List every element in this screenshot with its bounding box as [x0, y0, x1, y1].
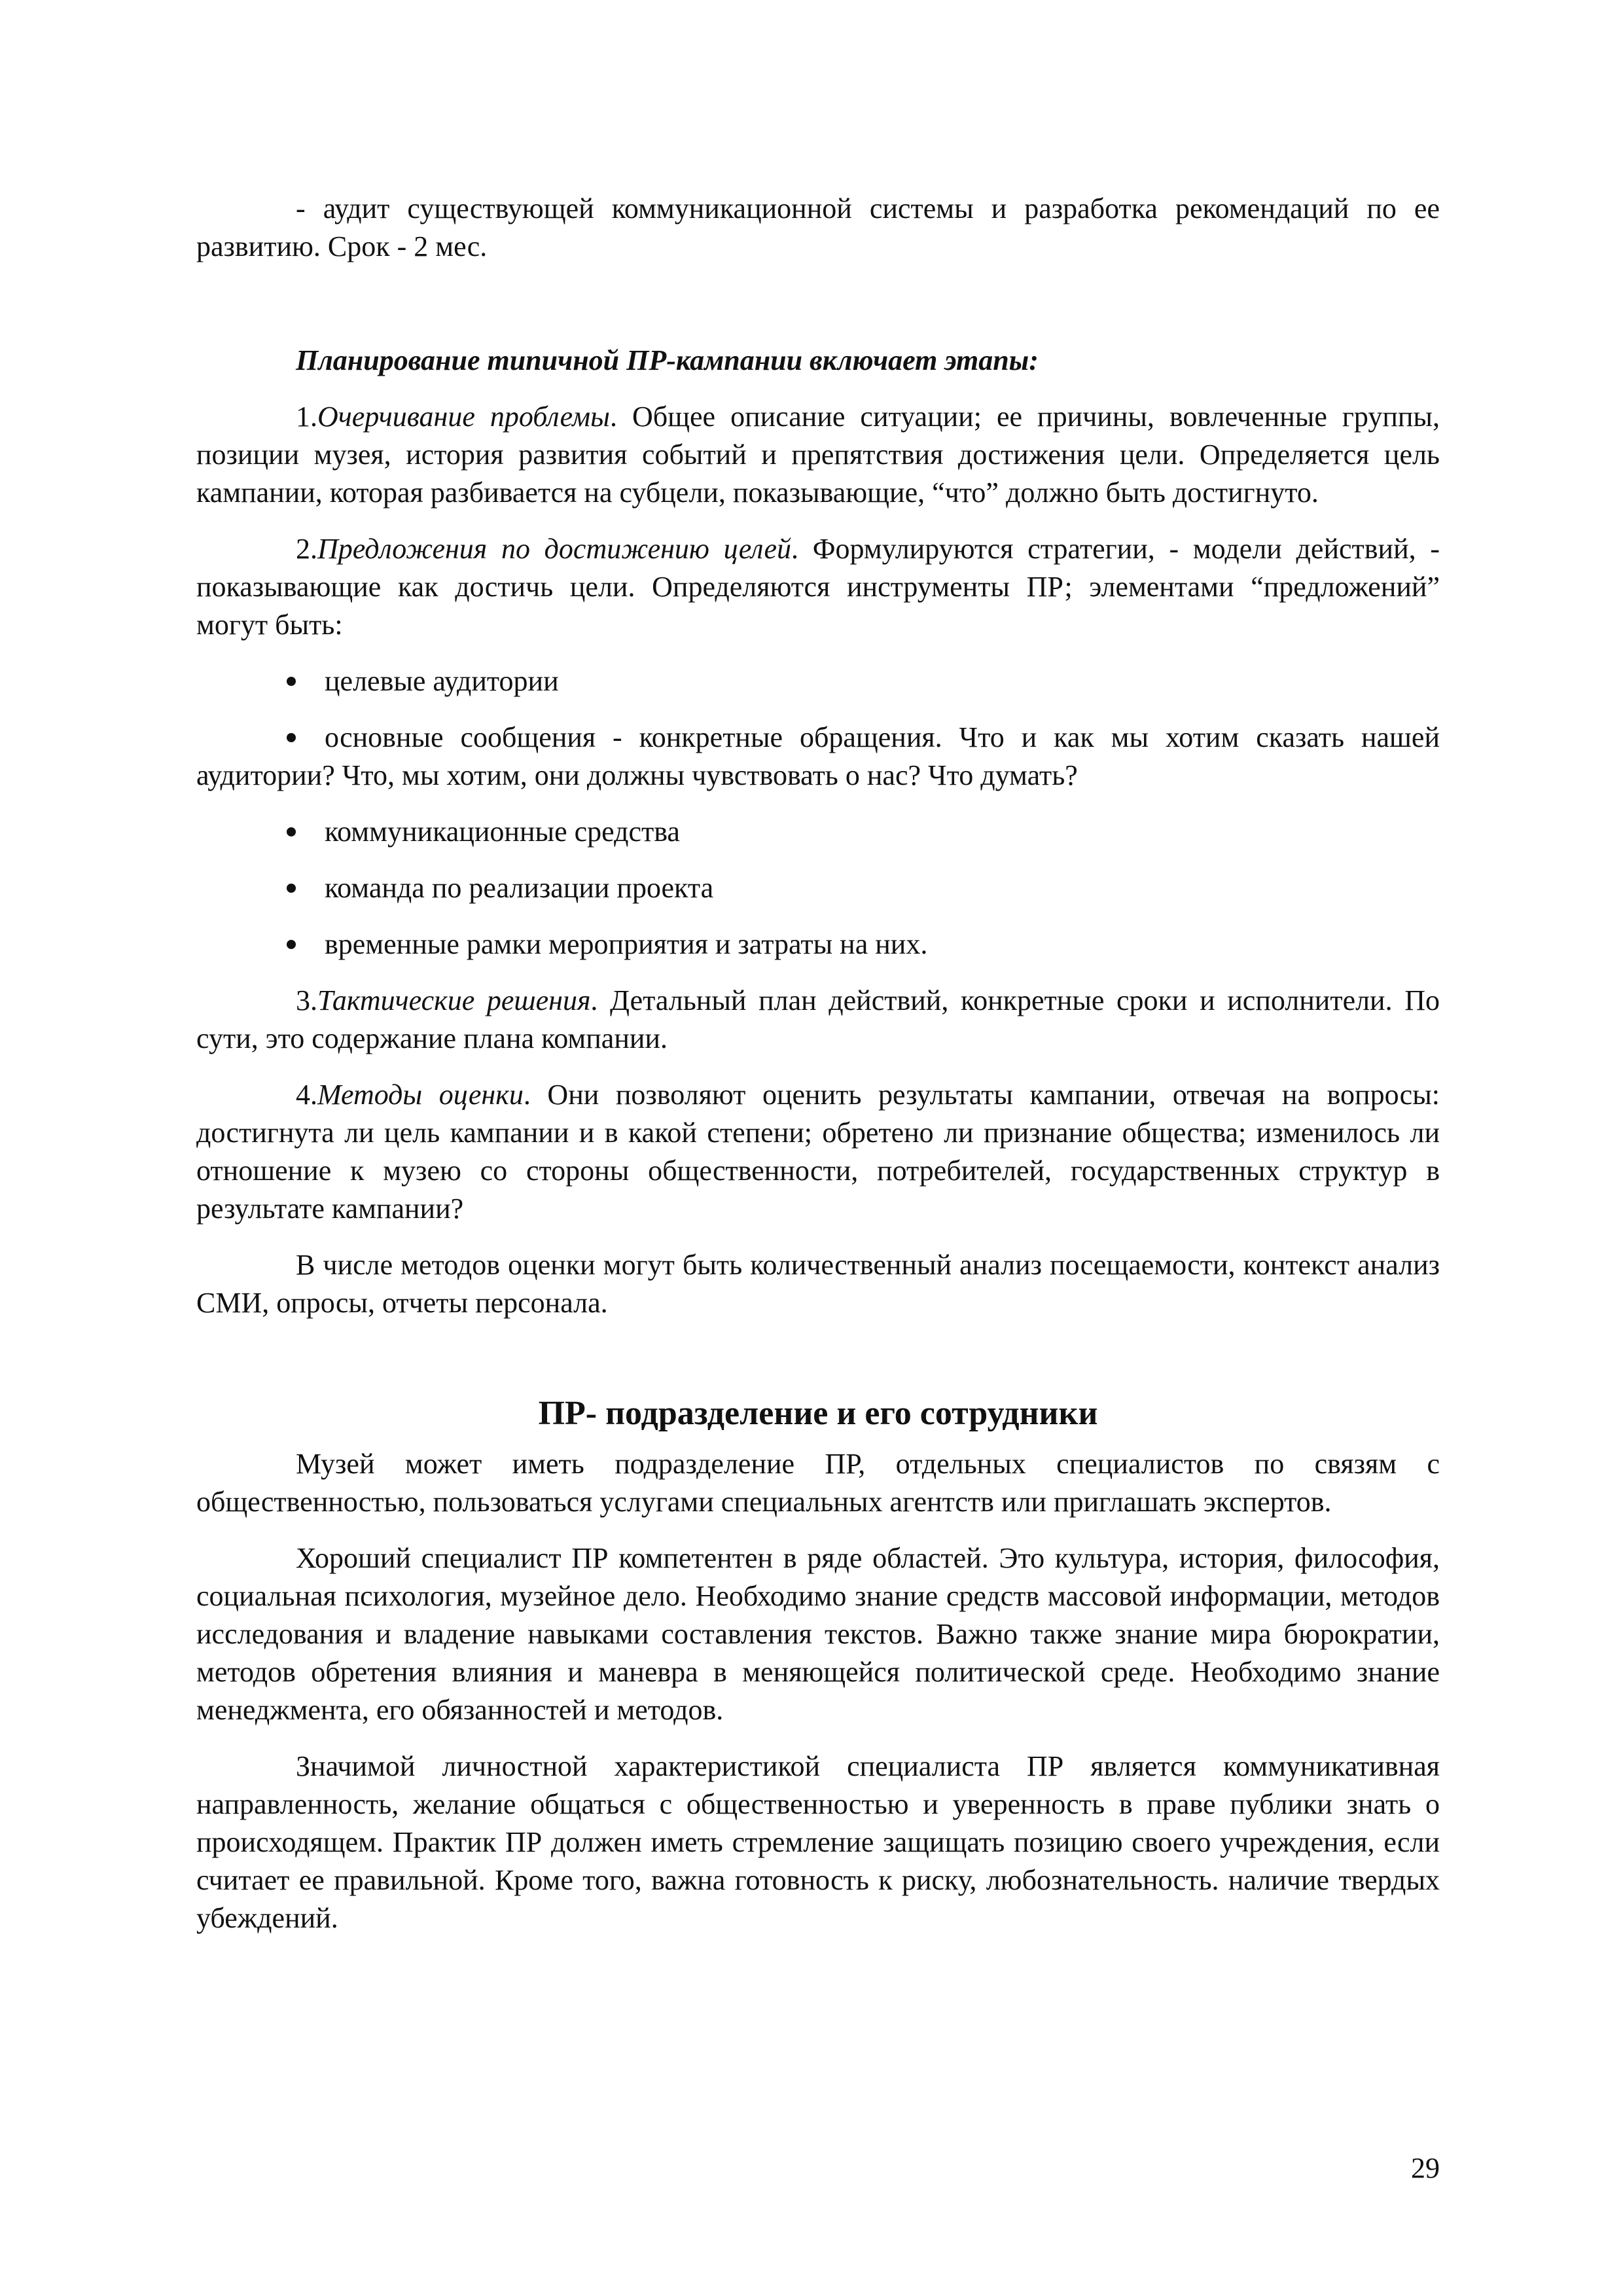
bullet-item	[196, 813, 1440, 851]
bullet-item	[196, 719, 1440, 795]
bullet-item	[196, 925, 1440, 963]
step-2-paragraph	[196, 530, 1440, 644]
step-2-number: 2.	[296, 533, 317, 565]
document-page	[196, 190, 1440, 1937]
step-4-paragraph	[196, 1076, 1440, 1228]
bullet-dot-icon	[287, 869, 325, 907]
step-2-title: Предложения по достижению целей	[317, 533, 792, 565]
step-3-title: Тактические решения	[317, 984, 591, 1016]
bullet-dot-icon	[287, 719, 325, 757]
step-3-text: . Детальный план действий, конкретные сроки и исполнители. По сути, это содержание плана компании.	[196, 984, 1440, 1054]
step-3-number: 3.	[296, 984, 317, 1016]
step-1-title: Очерчивание проблемы	[317, 401, 610, 433]
bullet-dot-icon	[287, 813, 325, 851]
bullet-text: основные сообщения - конкретные обращения. Что и как мы хотим сказать нашей аудитории? Что, мы хотим, они должны чувствовать о нас? Что думать?	[196, 721, 1440, 791]
bullet-dot-icon	[287, 925, 325, 963]
bullet-item	[196, 869, 1440, 907]
step-4-number: 4.	[296, 1079, 317, 1111]
bullet-text: коммуникационные средства	[325, 816, 680, 848]
bullet-dot-icon	[287, 662, 325, 700]
audit-paragraph: - аудит существующей коммуникационной системы и разработка рекомендаций по ее развитию. Срок - 2 мес.	[196, 192, 1440, 262]
step-2-text: . Формулируются стратегии, - модели действий, - показывающие как достичь цели. Определяются инструменты ПР; элементами “предложений” могут быть:	[196, 533, 1440, 641]
planning-subheading: Планирование типичной ПР-кампании включает этапы:	[296, 344, 1039, 376]
step-3-paragraph	[196, 982, 1440, 1058]
section-heading: ПР- подразделение и его сотрудники	[538, 1395, 1098, 1432]
step-1-number: 1.	[296, 401, 317, 433]
department-paragraph-3: Значимой личностной характеристикой специалиста ПР является коммуникативная направленность, желание общаться с общественностью и уверенность в праве публики знать о происходящем. Практик ПР должен иметь стремление защищать позицию своего учреждения, если считает ее правильной. Кроме того, важна готовность к риску, любознательность. наличие твердых убеждений.	[196, 1750, 1440, 1934]
department-paragraph-1: Музей может иметь подразделение ПР, отдельных специалистов по связям с общественностью, пользоваться услугами специальных агентств или приглашать экспертов.	[196, 1448, 1440, 1518]
department-paragraph-2: Хороший специалист ПР компетентен в ряде областей. Это культура, история, философия, социальная психология, музейное дело. Необходимо знание средств массовой информации, методов исследования и владение навыками составления текстов. Важно также знание мира бюрократии, методов обретения влияния и маневра в меняющейся политической среде. Необходимо знание менеджмента, его обязанностей и методов.	[196, 1542, 1440, 1726]
step-4-text: . Они позволяют оценить результаты кампании, отвечая на вопросы: достигнута ли цель кампании и в какой степени; обретено ли признание общества; изменилось ли отношение к музею со стороны общественности, потребителей, государственных структур в результате кампании?	[196, 1079, 1440, 1225]
bullet-text: целевые аудитории	[325, 665, 559, 697]
evaluation-methods-paragraph: В числе методов оценки могут быть количественный анализ посещаемости, контекст анализ СМИ, опросы, отчеты персонала.	[196, 1249, 1440, 1319]
step-4-title: Методы оценки	[317, 1079, 524, 1111]
page-number: 29	[1411, 2152, 1440, 2184]
step-1-text: . Общее описание ситуации; ее причины, вовлеченные группы, позиции музея, история развития событий и препятствия достижения цели. Определяется цель кампании, которая разбивается на субцели, показывающие, “что” должно быть достигнуто.	[196, 401, 1440, 509]
bullet-text: команда по реализации проекта	[325, 872, 714, 904]
bullet-text: временные рамки мероприятия и затраты на них.	[325, 928, 928, 960]
step-1-paragraph	[196, 398, 1440, 512]
bullet-item	[196, 662, 1440, 700]
